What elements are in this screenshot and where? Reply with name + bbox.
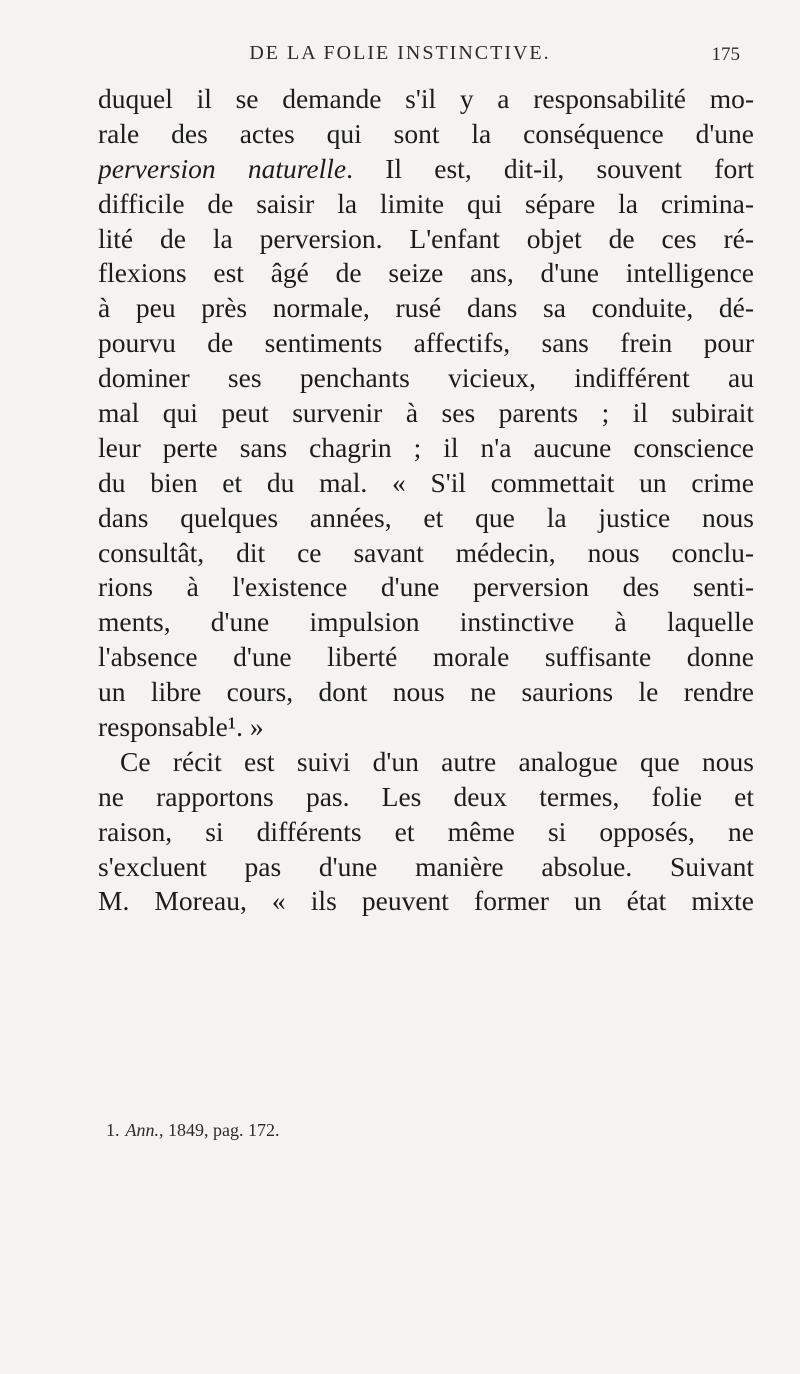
text-line: ne rapportons pas. Les deux termes, folie et — [98, 780, 754, 812]
text-line: du bien et du mal. « S'il commettait un crime — [98, 466, 754, 498]
footnote-number: 1. — [106, 1120, 120, 1140]
body-text — [98, 82, 754, 919]
text-line: rions à l'existence d'une perversion des senti- — [98, 571, 754, 603]
text-line: leur perte sans chagrin ; il n'a aucune conscience — [98, 431, 754, 463]
text-line: s'excluent pas d'une manière absolue. Suivant — [98, 850, 754, 882]
text-line: lité de la perversion. L'enfant objet de ces ré- — [98, 222, 754, 254]
text-line: dominer ses penchants vicieux, indifférent au — [98, 362, 754, 394]
text-line: l'absence d'une liberté morale suffisante donne — [98, 641, 754, 673]
text-line: duquel il se demande s'il y a responsabilité mo- — [98, 83, 754, 114]
text-line: consultât, dit ce savant médecin, nous conclu- — [98, 536, 754, 568]
footnote-citation: , 1849, pag. 172. — [159, 1120, 280, 1140]
text-line: perversion naturelle. Il est, dit-il, souvent fort — [98, 152, 754, 184]
text-line: ments, d'une impulsion instinctive à laquelle — [98, 606, 754, 638]
running-head — [0, 42, 800, 72]
text-line: raison, si différents et même si opposés, ne — [98, 815, 754, 847]
text-line: rale des actes qui sont la conséquence d'une — [98, 117, 754, 149]
italic-phrase: perversion naturelle — [98, 152, 347, 184]
text-line: pourvu de sentiments affectifs, sans frein pour — [98, 327, 754, 359]
footnote-source: Ann. — [125, 1120, 159, 1140]
footnote — [106, 1120, 280, 1141]
text-line: responsable¹. » — [98, 711, 264, 743]
text-line: Ce récit est suivi d'un autre analogue que nous — [120, 745, 754, 777]
running-title: DE LA FOLIE INSTINCTIVE. — [249, 42, 551, 64]
text-line: difficile de saisir la limite qui sépare la crimina- — [98, 187, 754, 219]
text-line: M. Moreau, « ils peuvent former un état mixte — [98, 885, 754, 917]
text-line: dans quelques années, et que la justice nous — [98, 501, 754, 533]
text-line: un libre cours, dont nous ne saurions le rendre — [98, 676, 754, 708]
page-number: 175 — [711, 44, 740, 65]
text-line: mal qui peut survenir à ses parents ; il subirait — [98, 397, 754, 429]
text-line: flexions est âgé de seize ans, d'une intelligence — [98, 257, 754, 289]
text-line: à peu près normale, rusé dans sa conduite, dé- — [98, 292, 754, 324]
